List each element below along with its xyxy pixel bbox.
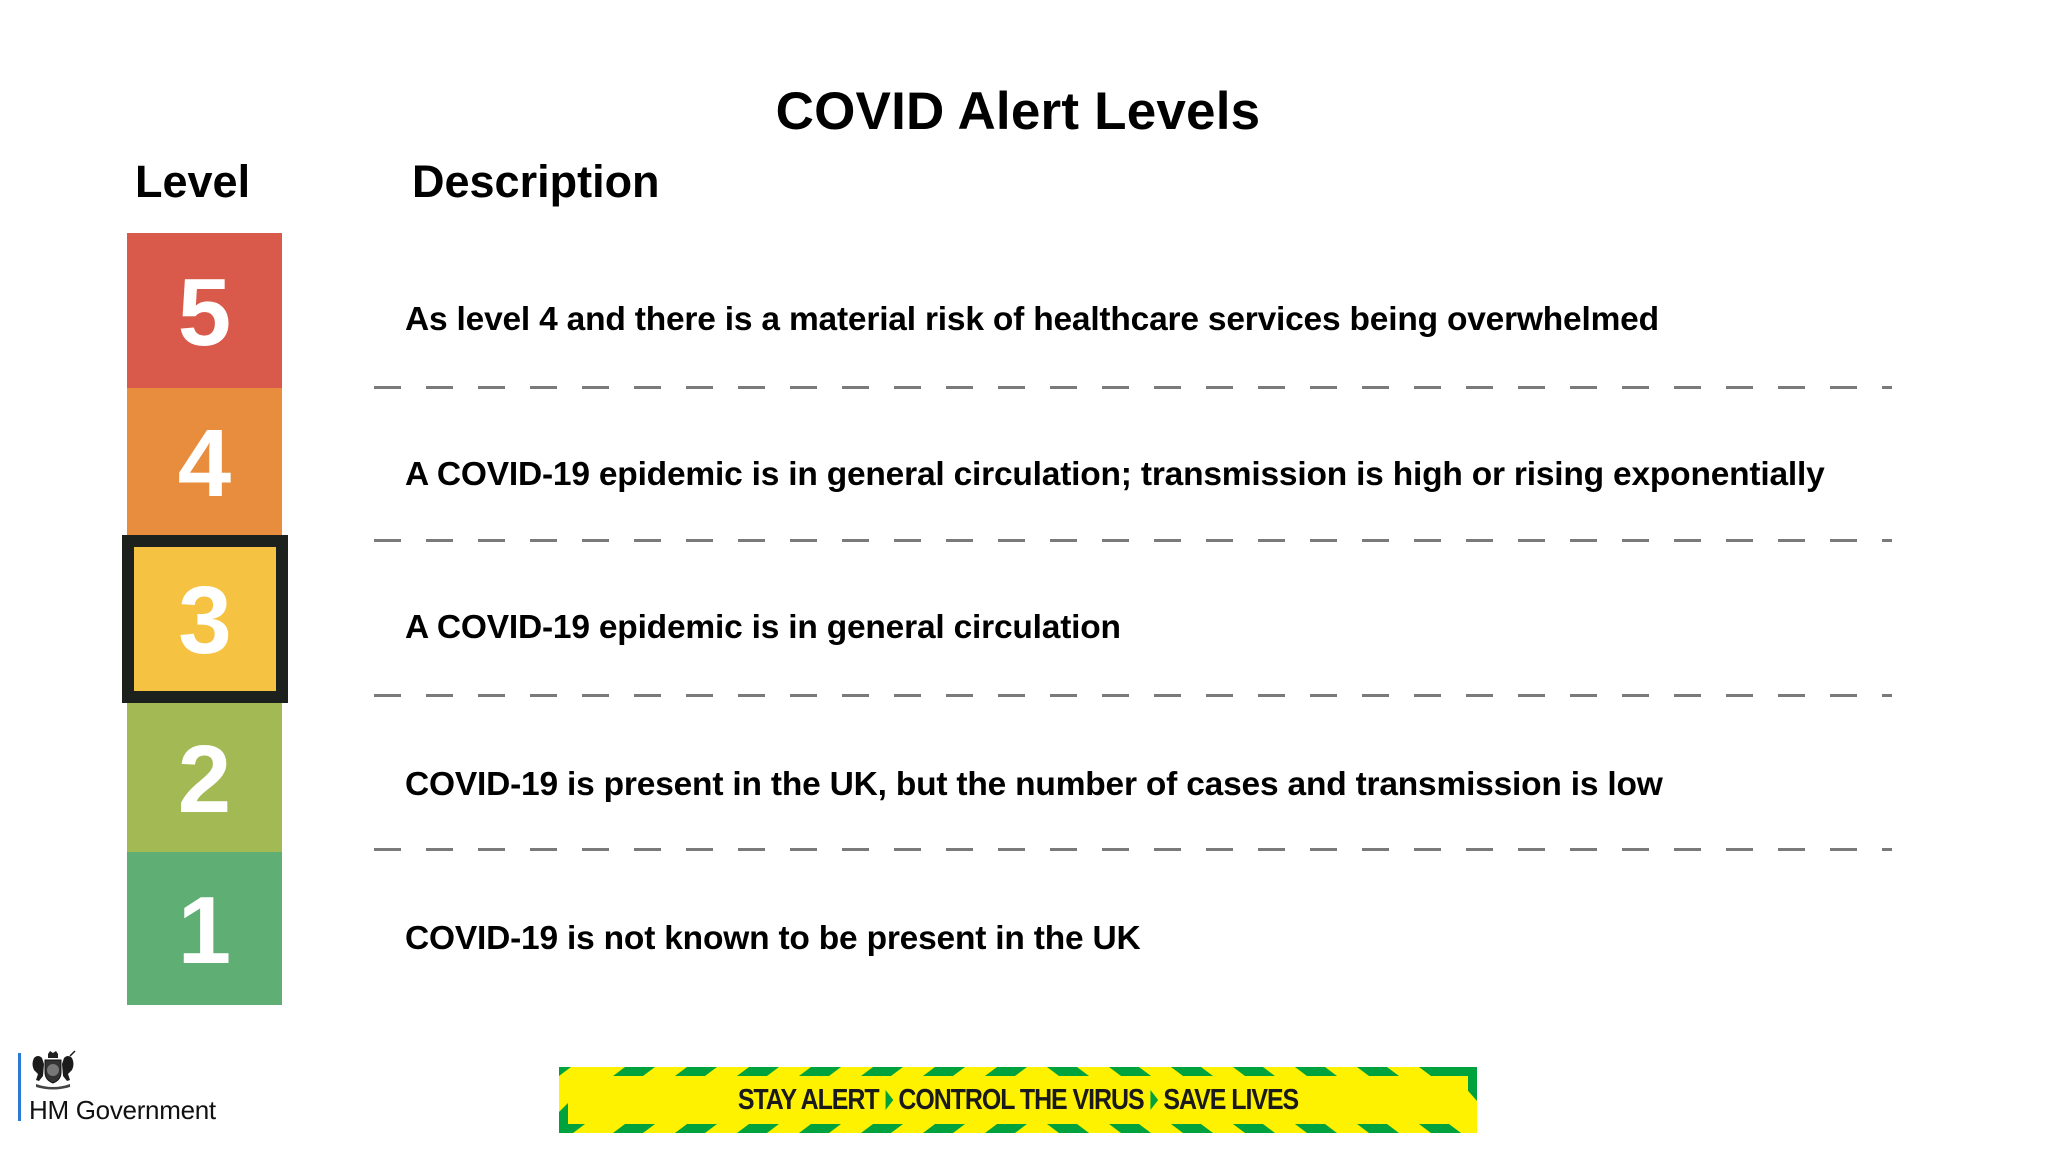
stay-alert-banner [559,1067,1477,1133]
chevron-right-icon [885,1090,893,1110]
banner-slogan [623,1067,1412,1133]
level-column-header: Level [135,156,251,207]
row-divider [374,386,1892,389]
level-5-number: 5 [177,258,232,366]
level-2-description: COVID-19 is present in the UK, but the number of cases and transmission is low [405,766,1663,803]
level-4-number: 4 [177,409,232,517]
level-5-block [127,233,282,388]
description-column-header: Description [412,156,660,207]
logo-divider-bar [18,1053,21,1121]
slogan-stay-alert: STAY ALERT [737,1083,879,1116]
level-4-description: A COVID-19 epidemic is in general circulation; transmission is high or rising exponentially [405,456,1825,493]
level-3-number: 3 [178,567,232,674]
level-2-number: 2 [177,725,232,833]
row-divider [374,848,1892,851]
hm-government-logo-text: HM Government [29,1095,216,1125]
banner-corner-mark [1468,1067,1477,1101]
level-5-description: As level 4 and there is a material risk of healthcare services being overwhelmed [405,301,1659,338]
chevron-right-icon [1151,1090,1159,1110]
slogan-control-the-virus: CONTROL THE VIRUS [898,1083,1144,1116]
row-divider [374,694,1892,697]
level-3-description: A COVID-19 epidemic is in general circulation [405,609,1121,646]
level-4-block [127,388,282,535]
level-3-block-current [122,535,288,703]
level-1-description: COVID-19 is not known to be present in the UK [405,920,1141,957]
page-title: COVID Alert Levels [775,82,1261,141]
level-1-number: 1 [177,876,232,984]
row-divider [374,539,1892,542]
royal-coat-of-arms-icon [28,1050,78,1090]
level-2-block [127,703,282,852]
level-1-block [127,852,282,1005]
slogan-save-lives: SAVE LIVES [1163,1083,1299,1116]
